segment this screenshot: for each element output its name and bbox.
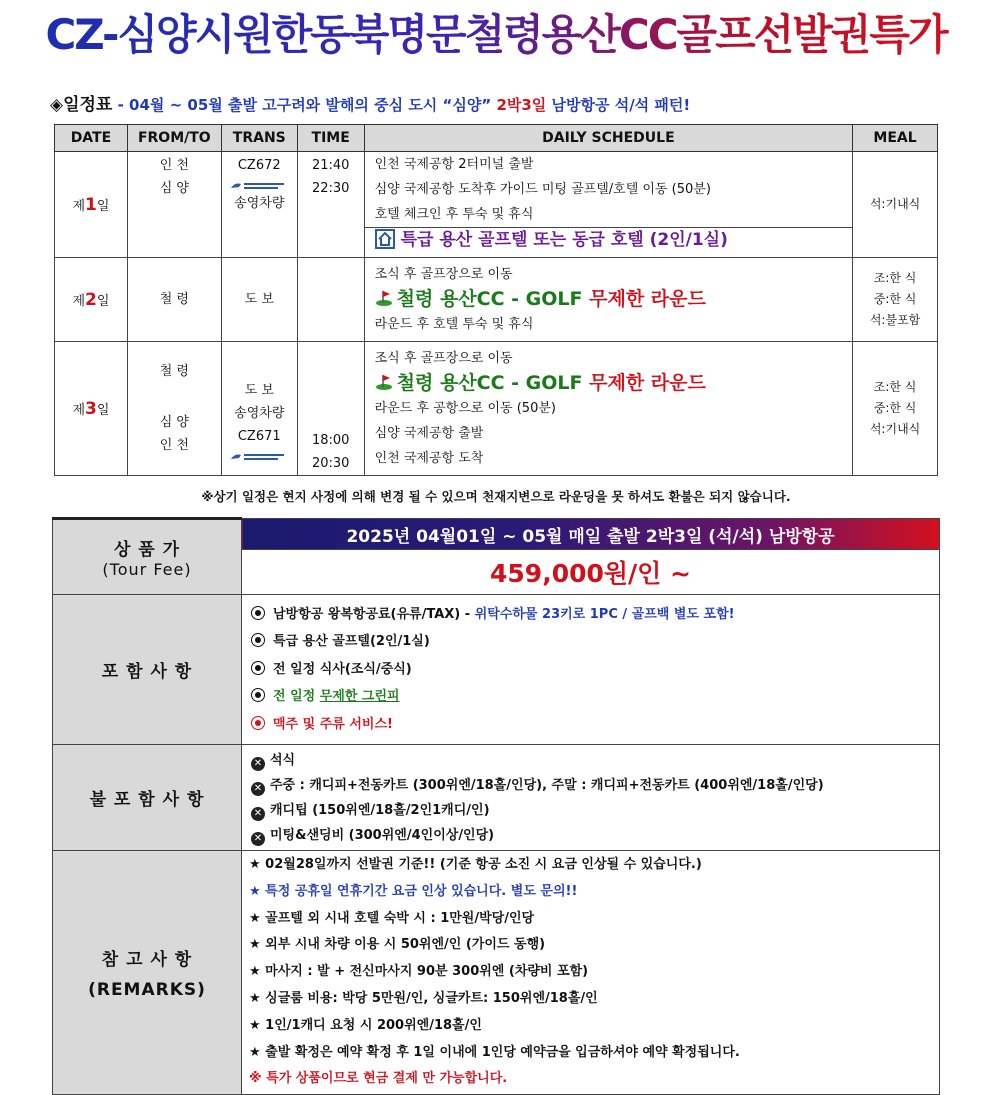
schedule-row-day3 (55, 342, 938, 476)
list-item: ✕ 석식 (243, 748, 938, 773)
day1-hotel: 특급 용산 골프텔 또는 동급 호텔 (2인/1실) (365, 227, 853, 253)
info-table (52, 517, 940, 1095)
airline-logo-icon (229, 180, 289, 192)
day3-from: 철 령 심 양 인 천 (127, 342, 221, 476)
day1-schedule: 인천 국제공항 2터미널 출발 심양 국제공항 도착후 가이드 미팅 골프텔/호텔 이동 (50분) 호텔 체크인 후 투숙 및 휴식 특급 용산 골프텔 또는 동급 호텔 (2인/1실) (364, 152, 853, 258)
schedule-row-day2 (55, 258, 938, 342)
list-item: 특급 용산 골프텔(2인/1실) (243, 628, 938, 656)
day1-label: 제1일 (55, 152, 128, 258)
day1-time: 21:40 22:30 (297, 152, 364, 258)
x-circle-icon: ✕ (251, 757, 265, 771)
day2-schedule: 조식 후 골프장으로 이동 철령 용산CC - GOLF 무제한 라운드 라운드 후 호텔 투숙 및 휴식 (364, 258, 853, 342)
included-row (53, 595, 940, 745)
day2-label: 제2일 (55, 258, 128, 342)
list-item: 맥주 및 주류 서비스! (243, 711, 938, 739)
list-item: ※ 특가 상품이므로 현금 결제 만 가능합니다. (249, 1071, 508, 1087)
list-item: ★ 1인/1캐디 요청 시 200위엔/18홀/인 (249, 1017, 482, 1033)
col-date: DATE (55, 125, 128, 152)
subtitle-duration: 2박3일 (496, 96, 547, 114)
col-daily-schedule: DAILY SCHEDULE (364, 125, 853, 152)
x-circle-icon: ✕ (251, 832, 265, 846)
radio-bullet-icon (251, 606, 265, 620)
schedule-subtitle (50, 90, 690, 115)
day3-meal: 조:한 식 중:한 식 석:기내식 (853, 342, 938, 476)
schedule-header-row (55, 125, 938, 152)
list-item: ✕ 주중 : 캐디피+전동카트 (300위엔/18홀/인당), 주말 : 캐디피+전동카트 (400위엔/18홀/인당) (243, 773, 938, 798)
day3-trans: 도 보 송영차량 CZ671 (221, 342, 297, 476)
list-item: ✕ 미팅&샌딩비 (300위엔/4인이상/인당) (243, 823, 938, 848)
day2-meal: 조:한 식 중:한 식 석:불포함 (853, 258, 938, 342)
list-item: ★ 마사지 : 발 + 전신마사지 90분 300위엔 (차량비 포함) (249, 964, 589, 980)
list-item: ✕ 캐디팁 (150위엔/18홀/2인1캐디/인) (243, 798, 938, 823)
airline-logo-icon (229, 451, 289, 463)
page-title: CZ-심양시원한동북명문철령용산CC골프선발권특가 (0, 4, 992, 66)
price-label: 상 품 가 (Tour Fee) (53, 519, 242, 595)
excluded-label: 불 포 함 사 항 (53, 745, 242, 851)
day3-time: 18:00 20:30 (297, 342, 364, 476)
excluded-list (242, 745, 940, 851)
subtitle-text: 04월 ~ 05월 출발 고구려와 발해의 중심 도시 “심양” (129, 96, 492, 114)
col-time: TIME (297, 125, 364, 152)
day2-from: 철 령 (127, 258, 221, 342)
included-list (242, 595, 940, 745)
subtitle-dash: - (117, 96, 124, 114)
golf-flag-icon (375, 373, 393, 391)
list-item: ★ 02월28일까지 선발권 기준!! (기준 항공 소진 시 요금 인상될 수 있습니다.) (249, 857, 702, 872)
radio-bullet-icon (251, 688, 265, 702)
day1-trans: CZ672 송영차량 (221, 152, 297, 258)
day1-meal: 석:기내식 (853, 152, 938, 258)
list-item: ★ 특정 공휴일 연휴기간 요금 인상 있습니다. 별도 문의!! (249, 883, 578, 899)
day3-golf: 철령 용산CC - GOLF 무제한 라운드 (365, 371, 853, 396)
schedule-table (54, 124, 938, 476)
remarks-list (242, 851, 940, 1095)
list-item: 남방항공 왕복항공료(유류/TAX) - 위탁수하물 23키로 1PC / 골프백 별도 포함! (243, 601, 938, 629)
golf-flag-icon (375, 289, 393, 307)
x-circle-icon: ✕ (251, 782, 265, 796)
day2-golf: 철령 용산CC - GOLF 무제한 라운드 (365, 287, 853, 312)
price-row-banner (53, 519, 940, 550)
list-item: ★ 출발 확정은 예약 확정 후 1일 이내에 1인당 예약금을 입금하셔야 예약 확정됩니다. (249, 1044, 740, 1060)
day2-trans: 도 보 (221, 258, 297, 342)
schedule-row-day1 (55, 152, 938, 258)
list-item: 전 일정 무제한 그린피 (243, 683, 938, 711)
list-item: ★ 외부 시내 차량 이용 시 50위엔/인 (가이드 동행) (249, 937, 546, 953)
subtitle-tail: 남방항공 석/석 패턴! (551, 96, 691, 114)
day3-label: 제3일 (55, 342, 128, 476)
schedule-note: ※상기 일정은 현지 사정에 의해 변경 될 수 있으며 천재지변으로 라운딩을 못 하셔도 환불은 되지 않습니다. (201, 489, 791, 504)
list-item: ★ 골프텔 외 시내 호텔 숙박 시 : 1만원/박당/인당 (249, 910, 535, 926)
remarks-row (53, 851, 940, 1095)
col-meal: MEAL (853, 125, 938, 152)
col-trans: TRANS (221, 125, 297, 152)
excluded-row (53, 745, 940, 851)
subtitle-mark: ◈일정표 (50, 95, 113, 115)
col-fromto: FROM/TO (127, 125, 221, 152)
radio-bullet-icon (251, 716, 265, 730)
price-amount: 459,000원/인 ~ (242, 550, 940, 595)
remarks-label: 참 고 사 항 (REMARKS) (53, 851, 242, 1095)
price-banner: 2025년 04월01일 ~ 05월 매일 출발 2박3일 (석/석) 남방항공 (242, 519, 940, 550)
day1-from: 인 천 심 양 (127, 152, 221, 258)
hotel-icon (375, 229, 395, 249)
radio-bullet-icon (251, 633, 265, 647)
day3-schedule: 조식 후 골프장으로 이동 철령 용산CC - GOLF 무제한 라운드 라운드 후 공항으로 이동 (50분) 심양 국제공항 출발 인천 국제공항 도착 (364, 342, 853, 476)
day2-time (297, 258, 364, 342)
included-label: 포 함 사 항 (53, 595, 242, 745)
x-circle-icon: ✕ (251, 807, 265, 821)
radio-bullet-icon (251, 661, 265, 675)
list-item: ★ 싱글룸 비용: 박당 5만원/인, 싱글카트: 150위엔/18홀/인 (249, 990, 598, 1006)
list-item: 전 일정 식사(조식/중식) (243, 656, 938, 684)
